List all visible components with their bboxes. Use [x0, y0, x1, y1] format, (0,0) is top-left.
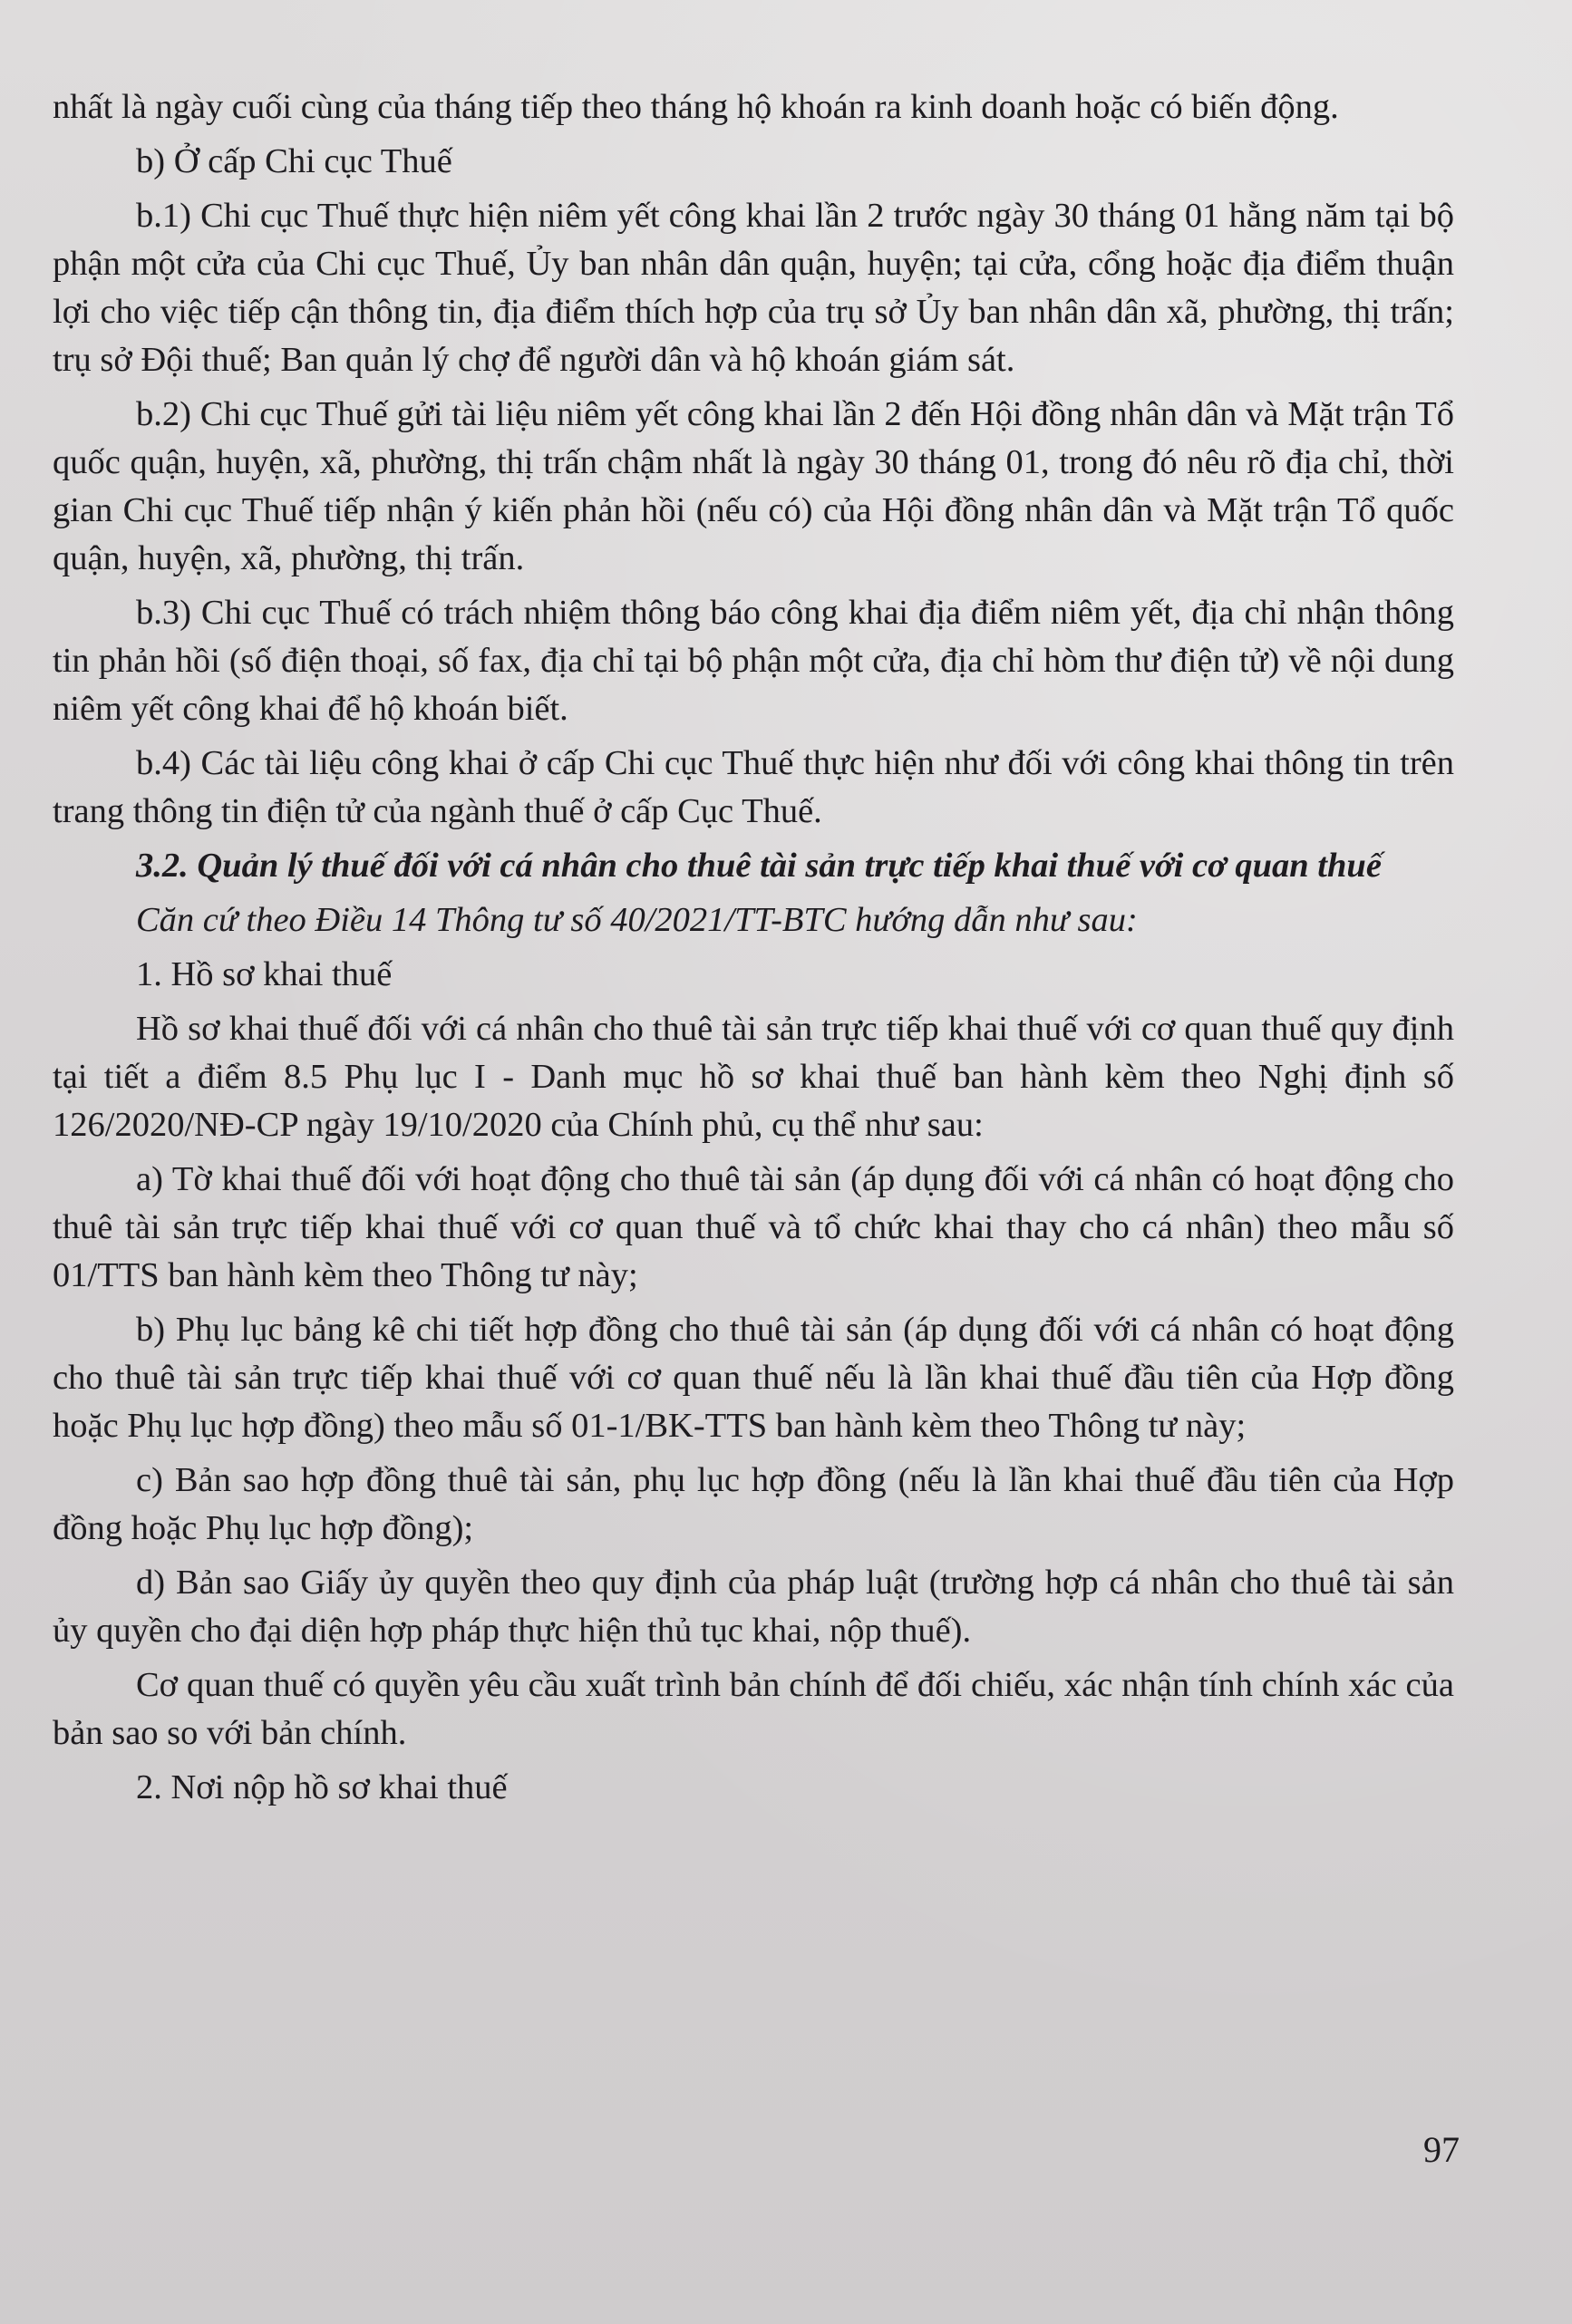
paragraph-dossier-intro: Hồ sơ khai thuế đối với cá nhân cho thuê tài sản trực tiếp khai thuế với cơ quan thuế quy định tại tiết a điểm 8.5 Phụ lục I - Danh mục hồ sơ khai thuế ban hành kèm theo Nghị định số 126/2020/NĐ-CP ngày 19/10/2020 của Chính phủ, cụ thể như sau: — [53, 1010, 1454, 1144]
list-item-a: a) Tờ khai thuế đối với hoạt động cho thuê tài sản (áp dụng đối với cá nhân có hoạt động cho thuê tài sản trực tiếp khai thuế với cơ quan thuế và tổ chức khai thay cho cá nhân) theo mẫu số 01/TTS ban hành kèm theo Thông tư này; — [53, 1160, 1454, 1294]
page-number: 97 — [1423, 2129, 1460, 2170]
item-1-heading: 1. Hồ sơ khai thuế — [136, 955, 393, 993]
paragraph-b4: b.4) Các tài liệu công khai ở cấp Chi cục Thuế thực hiện như đối với công khai thông tin trên trang thông tin điện tử của ngành thuế ở cấp Cục Thuế. — [53, 744, 1454, 830]
list-item-d: d) Bản sao Giấy ủy quyền theo quy định của pháp luật (trường hợp cá nhân cho thuê tài sản ủy quyền cho đại diện hợp pháp thực hiện thủ tục khai, nộp thuế). — [53, 1564, 1454, 1650]
subsection-b-heading: b) Ở cấp Chi cục Thuế — [136, 142, 452, 180]
paragraph-original-verification: Cơ quan thuế có quyền yêu cầu xuất trình bản chính để đối chiếu, xác nhận tính chính xác của bản sao so với bản chính. — [53, 1666, 1454, 1752]
paragraph-continuation: nhất là ngày cuối cùng của tháng tiếp theo tháng hộ khoán ra kinh doanh hoặc có biến động. — [53, 88, 1339, 126]
list-item-b: b) Phụ lục bảng kê chi tiết hợp đồng cho thuê tài sản (áp dụng đối với cá nhân có hoạt động cho thuê tài sản trực tiếp khai thuế với cơ quan thuế nếu là lần khai thuế đầu tiên của Hợp đồng hoặc Phụ lục hợp đồng) theo mẫu số 01-1/BK-TTS ban hành kèm theo Thông tư này; — [53, 1311, 1454, 1445]
legal-basis-line: Căn cứ theo Điều 14 Thông tư số 40/2021/TT-BTC hướng dẫn như sau: — [136, 901, 1138, 939]
paragraph-b1: b.1) Chi cục Thuế thực hiện niêm yết công khai lần 2 trước ngày 30 tháng 01 hằng năm tại bộ phận một cửa của Chi cục Thuế, Ủy ban nhân dân quận, huyện; tại cửa, cổng hoặc địa điểm thuận lợi cho việc tiếp cận thông tin, địa điểm thích hợp của trụ sở Ủy ban nhân dân xã, phường, thị trấn; trụ sở Đội thuế; Ban quản lý chợ để người dân và hộ khoán giám sát. — [53, 197, 1454, 379]
section-3-2-heading: 3.2. Quản lý thuế đối với cá nhân cho thuê tài sản trực tiếp khai thuế với cơ quan thuế — [136, 847, 1382, 885]
paragraph-b3: b.3) Chi cục Thuế có trách nhiệm thông báo công khai địa điểm niêm yết, địa chỉ nhận thông tin phản hồi (số điện thoại, số fax, địa chỉ tại bộ phận một cửa, địa chỉ hòm thư điện tử) về nội dung niêm yết công khai để hộ khoán biết. — [53, 594, 1454, 728]
paragraph-b2: b.2) Chi cục Thuế gửi tài liệu niêm yết công khai lần 2 đến Hội đồng nhân dân và Mặt trận Tổ quốc quận, huyện, xã, phường, thị trấn chậm nhất là ngày 30 tháng 01, trong đó nêu rõ địa chỉ, thời gian Chi cục Thuế tiếp nhận ý kiến phản hồi (nếu có) của Hội đồng nhân dân và Mặt trận Tổ quốc quận, huyện, xã, phường, thị trấn. — [53, 395, 1454, 577]
list-item-c: c) Bản sao hợp đồng thuê tài sản, phụ lục hợp đồng (nếu là lần khai thuế đầu tiên của Hợp đồng hoặc Phụ lục hợp đồng); — [53, 1461, 1454, 1547]
item-2-heading: 2. Nơi nộp hồ sơ khai thuế — [136, 1768, 508, 1806]
